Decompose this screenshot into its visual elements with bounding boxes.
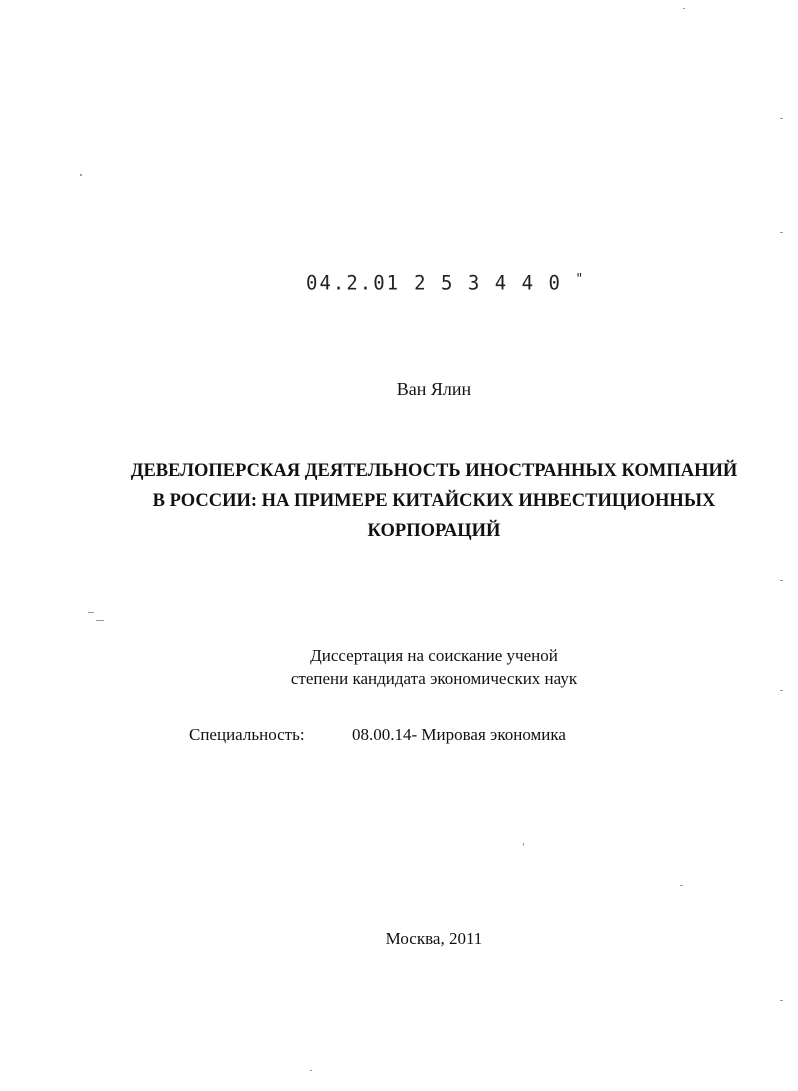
scan-speck <box>523 843 524 846</box>
stamp-mark: " <box>575 271 586 288</box>
scan-speck <box>310 1070 312 1071</box>
scan-speck <box>96 620 104 621</box>
scan-speck <box>780 232 783 233</box>
archive-stamp <box>306 271 585 294</box>
degree-statement <box>228 644 640 690</box>
title-line: В РОССИИ: НА ПРИМЕРЕ КИТАЙСКИХ ИНВЕСТИЦИОННЫХ <box>152 491 716 511</box>
degree-line: степени кандидата экономических наук <box>290 669 578 688</box>
scan-speck <box>780 1000 783 1001</box>
specialty-label: Специальность: <box>189 725 305 744</box>
specialty-value: 08.00.14- Мировая экономика <box>352 725 566 744</box>
scan-speck <box>780 690 783 691</box>
dissertation-title <box>60 456 798 546</box>
author-name: Ван Ялин <box>396 379 472 399</box>
stamp-code: 04.2.01 <box>306 271 401 295</box>
scan-speck <box>80 174 82 176</box>
scan-speck <box>683 8 685 9</box>
scan-speck <box>780 118 783 119</box>
stamp-number: 2 5 3 4 4 0 <box>414 271 562 295</box>
scan-speck <box>680 885 683 886</box>
title-line: ДЕВЕЛОПЕРСКАЯ ДЕЯТЕЛЬНОСТЬ ИНОСТРАННЫХ КОМПАНИЙ <box>130 461 738 481</box>
place-and-year: Москва, 2011 <box>385 929 483 948</box>
degree-line: Диссертация на соискание ученой <box>310 646 558 665</box>
title-line: КОРПОРАЦИЙ <box>367 521 501 541</box>
scan-speck <box>780 580 783 581</box>
scan-speck <box>88 612 94 613</box>
